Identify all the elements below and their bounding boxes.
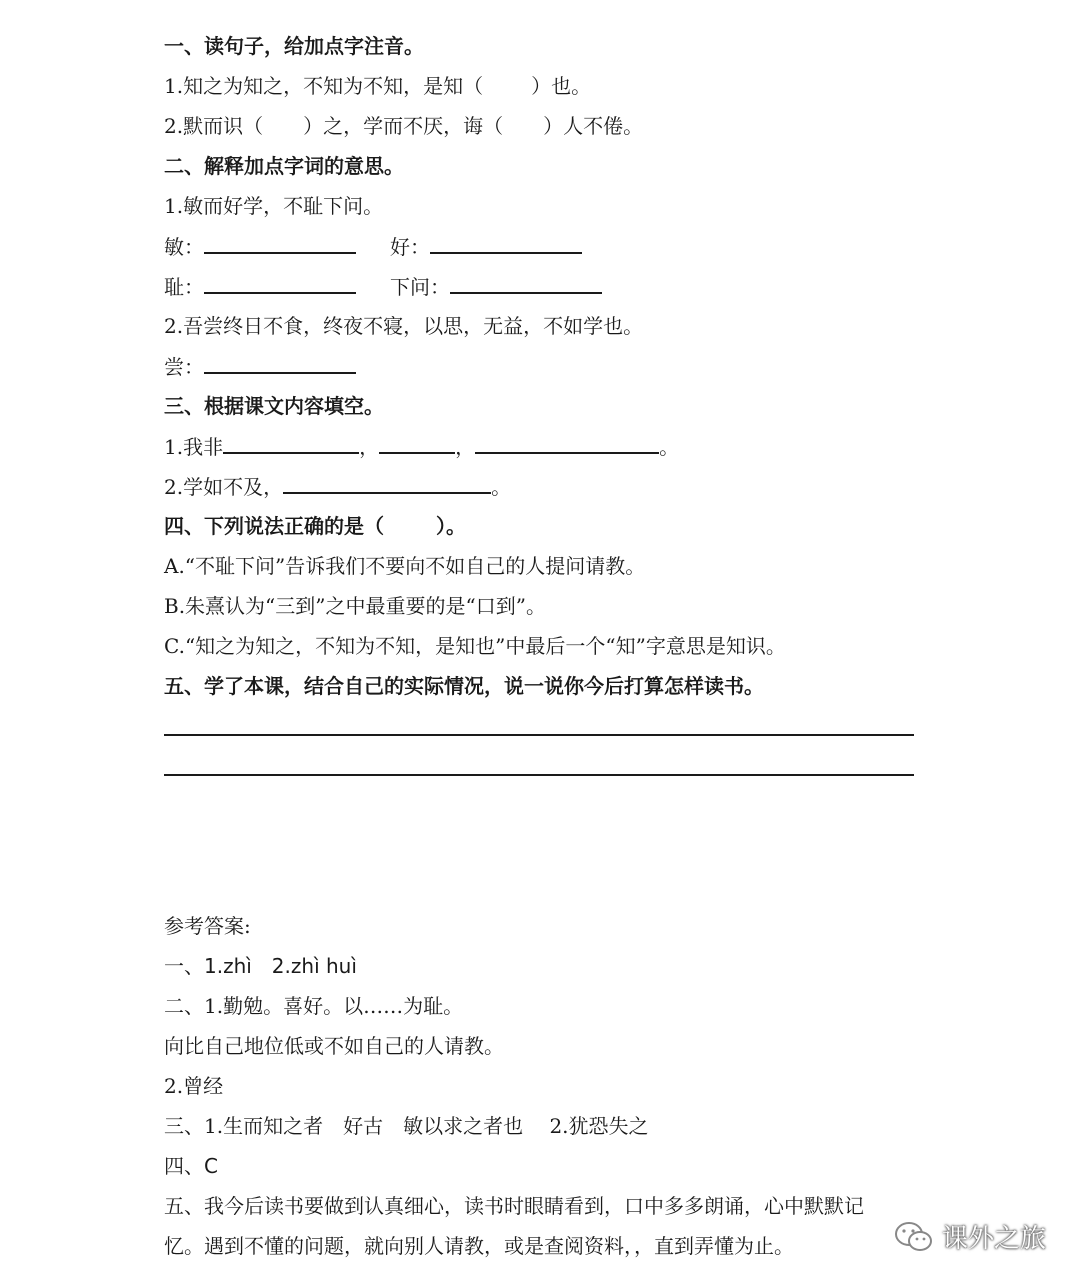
watermark-text: 课外之旅 <box>941 1224 1046 1254</box>
q3-line2 <box>164 472 511 500</box>
blank-q3-1b[interactable] <box>379 432 455 454</box>
answer-4-label: 四、 <box>164 1154 204 1178</box>
q1-line2-text-b: ）之，学而不厌，诲（ <box>303 114 504 138</box>
answer-1-label: 一、 <box>164 954 204 978</box>
q3-line1 <box>164 432 679 460</box>
q1-line1-text: 1.知之为知之，不知为不知，是知（ <box>164 74 484 98</box>
answer-2-line2: 向比自己地位低或不如自己的人请教。 <box>164 1034 504 1058</box>
q2-row-chi-xiawen <box>164 272 602 300</box>
answer-1 <box>164 952 357 980</box>
blank-q3-1c[interactable] <box>475 432 659 454</box>
label-min: 敏： <box>164 235 204 259</box>
q4-option-a[interactable]: A.“不耻下问”告诉我们不要向不如自己的人提问请教。 <box>164 554 646 578</box>
q2-row-chang <box>164 352 356 380</box>
answer-4-text: C <box>204 1154 218 1178</box>
blank-q3-1a[interactable] <box>223 432 359 454</box>
answer-5-line1 <box>164 1192 864 1220</box>
answer-line-1[interactable] <box>164 734 914 736</box>
answer-3 <box>164 1112 649 1140</box>
answer-3-text: 1.生而知之者 好古 敏以求之者也 2.犹恐失之 <box>204 1114 649 1138</box>
q4-title-end: ）。 <box>436 514 466 538</box>
q3-title: 三、根据课文内容填空。 <box>164 394 384 418</box>
answer-3-label: 三、 <box>164 1114 204 1138</box>
q1-title: 一、读句子，给加点字注音。 <box>164 34 424 58</box>
q4-option-c[interactable]: C.“知之为知之，不知为不知，是知也”中最后一个“知”字意思是知识。 <box>164 634 786 658</box>
answer-2-line3: 2.曾经 <box>164 1074 224 1098</box>
answer-2-text: 1.勤勉。喜好。以……为耻。 <box>204 994 464 1018</box>
answer-4 <box>164 1152 218 1180</box>
answer-2-line1 <box>164 992 463 1020</box>
q4-title <box>164 512 466 540</box>
answer-2-label: 二、 <box>164 994 204 1018</box>
label-hao: 好： <box>390 235 430 259</box>
answer-1-text: 1.zhì 2.zhì huì <box>204 954 357 978</box>
q2-row-min-hao <box>164 232 582 260</box>
blank-min[interactable] <box>204 232 356 254</box>
q3-comma-2: ， <box>455 435 476 459</box>
q1-line2 <box>164 112 643 140</box>
q2-sentence2: 2.吾尝终日不食，终夜不寝，以思，无益，不如学也。 <box>164 314 644 338</box>
q1-line1-end: ）也。 <box>531 74 592 98</box>
label-chang: 尝： <box>164 355 204 379</box>
blank-chi[interactable] <box>204 272 356 294</box>
blank-xiawen[interactable] <box>450 272 602 294</box>
q2-title: 二、解释加点字词的意思。 <box>164 154 404 178</box>
watermark <box>894 1218 1046 1255</box>
answer-5-text: 我今后读书要做到认真细心，读书时眼睛看到，口中多多朗诵，心中默默记 <box>204 1194 864 1218</box>
wechat-icon <box>894 1220 934 1254</box>
q3-comma-1: ， <box>359 435 380 459</box>
q3-line1-text: 1.我非 <box>164 435 224 459</box>
blank-hao[interactable] <box>430 232 582 254</box>
answer-5-label: 五、 <box>164 1194 204 1218</box>
q3-period-2: 。 <box>491 475 512 499</box>
q2-sentence1: 1.敏而好学，不耻下问。 <box>164 194 384 218</box>
answers-heading: 参考答案: <box>164 914 251 938</box>
q5-title: 五、学了本课，结合自己的实际情况，说一说你今后打算怎样读书。 <box>164 674 764 698</box>
q4-title-text: 四、下列说法正确的是（ <box>164 514 384 538</box>
q3-line2-text: 2.学如不及， <box>164 475 284 499</box>
label-xiawen: 下问： <box>390 275 450 299</box>
blank-chang[interactable] <box>204 352 356 374</box>
q3-period-1: 。 <box>659 435 680 459</box>
answer-5-line2: 忆。遇到不懂的问题，就向别人请教，或是查阅资料，，直到弄懂为止。 <box>164 1234 794 1258</box>
q4-option-b[interactable]: B.朱熹认为“三到”之中最重要的是“口到”。 <box>164 594 546 618</box>
q1-line2-text-c: ）人不倦。 <box>543 114 644 138</box>
q1-line1 <box>164 72 591 100</box>
q1-line2-text-a: 2.默而识（ <box>164 114 264 138</box>
answer-line-2[interactable] <box>164 774 914 776</box>
blank-q3-2[interactable] <box>283 472 491 494</box>
label-chi: 耻： <box>164 275 204 299</box>
